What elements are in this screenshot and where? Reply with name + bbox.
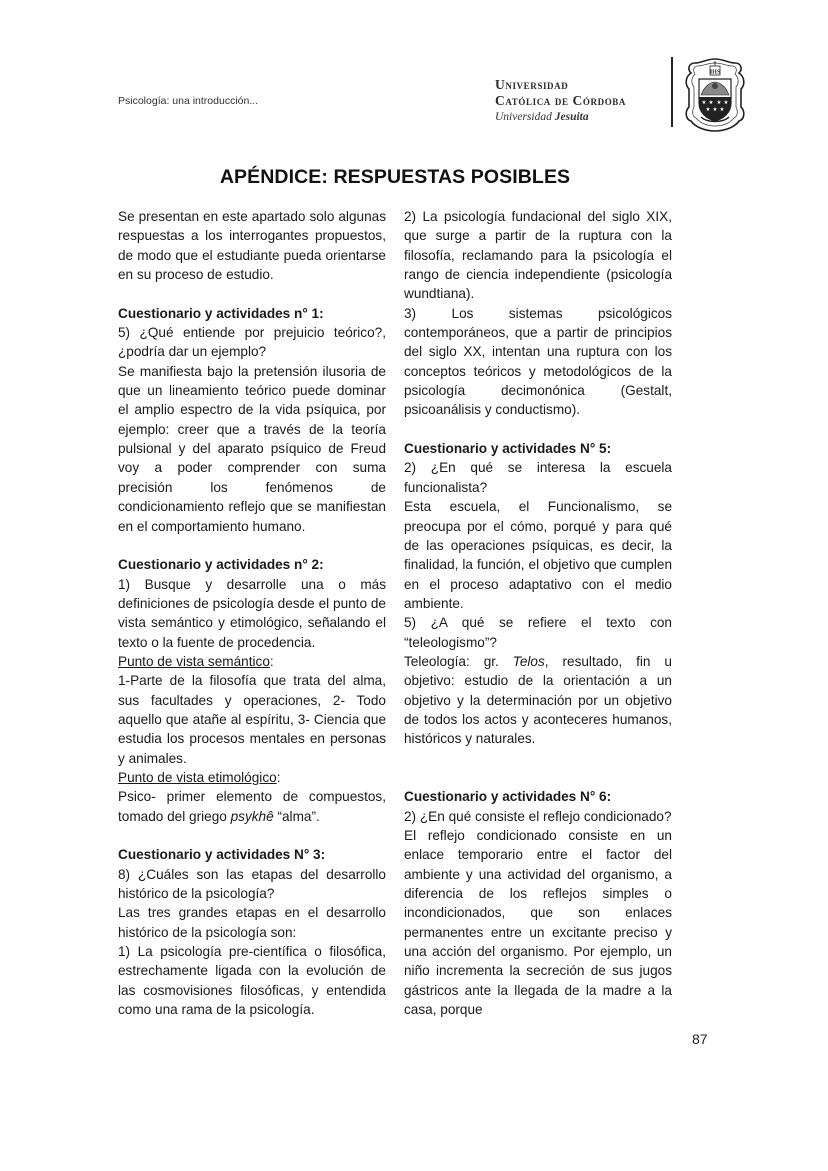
svg-text:★: ★ <box>723 100 729 106</box>
running-header: Psicología: una introducción... <box>118 95 259 107</box>
page-title: APÉNDICE: RESPUESTAS POSIBLES <box>219 166 571 188</box>
logo-text <box>495 77 626 125</box>
section-3-answer-intro: Las tres grandes etapas en el desarrollo histórico de la psicología son: <box>118 905 386 940</box>
etymology-answer-prefix: Psico- primer elemento de compuestos, tomado del griego <box>118 789 386 824</box>
section-5-question-1: 2) ¿En qué se interesa la escuela funcionalista? <box>404 460 672 495</box>
logo-jesuita-bold: Jesuita <box>554 111 589 123</box>
intro-paragraph: Se presentan en este apartado solo algunas respuestas a los interrogantes propuestos, de modo que el estudiante pueda orientarse en su proceso de estudio. <box>118 209 386 283</box>
section-heading-2: Cuestionario y actividades n° 2: <box>118 557 324 573</box>
semantic-label-text: Punto de vista semántico <box>118 653 270 669</box>
section-5-answer-1: Esta escuela, el Funcionalismo, se preocupa por el cómo, porqué y para qué de las operaciones psíquicas, es decir, la finalidad, la función, el objetivo que cumplen en el proceso adaptativo con el medio ambiente. <box>404 499 672 611</box>
svg-text:★: ★ <box>712 107 718 113</box>
section-5-answer-2 <box>404 652 672 749</box>
etymology-label-text: Punto de vista etimológico <box>118 769 277 785</box>
logo-line-jesuita <box>495 109 626 125</box>
logo-line-catolica: Católica de Córdoba <box>495 93 626 108</box>
right-column <box>404 207 672 1019</box>
section-5-answer-2-greek-term: Telos <box>512 653 545 669</box>
semantic-answer: 1-Parte de la filosofía que trata del alma, sus facultades y operaciones, 2- Todo aquello que atañe al espíritu, 3- Ciencia que estudia los procesos mentales en personas y animales. <box>118 673 386 766</box>
svg-text:IHS: IHS <box>709 69 721 76</box>
section-5-question-2: 5) ¿A qué se refiere el texto con “teleologismo”? <box>404 615 672 650</box>
section-heading-6: Cuestionario y actividades N° 6: <box>404 789 612 805</box>
section-1-question: 5) ¿Qué entiende por prejuicio teórico?, ¿podría dar un ejemplo? <box>118 325 386 360</box>
logo-divider <box>671 57 673 127</box>
section-6-answer: El reflejo condicionado consiste en un enlace temporario entre el factor del ambiente y una actividad del organismo, a diferencia de los reflejos simples o incondicionados, que son enlaces permanentes entre un excitante preciso y una acción del organismo. Por ejemplo, un niño incrementa la secreción de sus jugos gástricos ante la llegada de la madre a la casa, porque <box>404 828 672 1018</box>
etymology-answer-greek-term: psykhê <box>230 808 274 824</box>
svg-text:★: ★ <box>708 100 714 106</box>
etymology-answer-suffix: “alma”. <box>273 808 320 824</box>
section-heading-1: Cuestionario y actividades n° 1: <box>118 305 324 321</box>
section-3-question: 8) ¿Cuáles son las etapas del desarrollo histórico de la psicología? <box>118 866 386 902</box>
section-1-answer: Se manifiesta bajo la pretensión ilusoria de que un lineamiento teórico puede dominar el amplio espectro de la vida psíquica, por ejemplo: creer que a través de la teoría pulsional y del aparato psíquico de Freud voy a poder comprender con suma precisión los fenómenos de condicionamiento reflejo que se manifiestan en el comportamiento humano. <box>118 363 386 534</box>
section-2-question: 1) Busque y desarrolle una o más definiciones de psicología desde el punto de vista semántico y etimológico, señalando el texto o la fuente de procedencia. <box>118 576 386 650</box>
university-logo <box>495 55 785 135</box>
left-column <box>118 207 386 1019</box>
section-heading-5: Cuestionario y actividades N° 5: <box>404 441 612 457</box>
section-5-answer-2-prefix: Teleología: gr. <box>404 653 513 669</box>
logo-jesuita-prefix: Universidad <box>495 111 555 123</box>
svg-text:★: ★ <box>716 100 722 106</box>
section-6-question: 2) ¿En qué consiste el reflejo condicionado? <box>404 808 672 824</box>
svg-text:★: ★ <box>705 107 711 113</box>
section-3-stage-1: 1) La psicología pre-científica o filosófica, estrechamente ligada con la evolución de las cosmovisiones filosóficas, y entendida como una rama de la psicología. <box>118 944 386 1018</box>
section-3-stage-2: 2) La psicología fundacional del siglo XIX, que surge a partir de la ruptura con la filosofía, reclamando para la psicología el rango de ciencia independiente (psicología wundtiana). <box>404 209 672 302</box>
section-3-stage-3: 3) Los sistemas psicológicos contemporáneos, que a partir de principios del siglo XX, intentan una ruptura con los conceptos teóricos y metodológicos de la psicología decimonónica (Gestalt, psicoanálisis y conductismo). <box>404 305 672 418</box>
etymology-answer <box>118 787 386 826</box>
section-heading-3: Cuestionario y actividades N° 3: <box>118 847 326 863</box>
semantic-viewpoint-label: Punto de vista semántico: <box>118 653 274 669</box>
svg-text:★: ★ <box>719 107 725 113</box>
university-crest-icon <box>683 55 747 133</box>
etymology-viewpoint-label: Punto de vista etimológico: <box>118 769 281 785</box>
svg-text:★: ★ <box>701 100 707 106</box>
section-5-answer-2-suffix: , resultado, fin u objetivo: estudio de la orientación a un objetivo y la determinación por un objetivo de todos los actos y aconteceres humanos, históricos y naturales. <box>404 653 672 747</box>
logo-line-universidad: Universidad <box>495 77 569 92</box>
page-number: 87 <box>692 1031 708 1047</box>
